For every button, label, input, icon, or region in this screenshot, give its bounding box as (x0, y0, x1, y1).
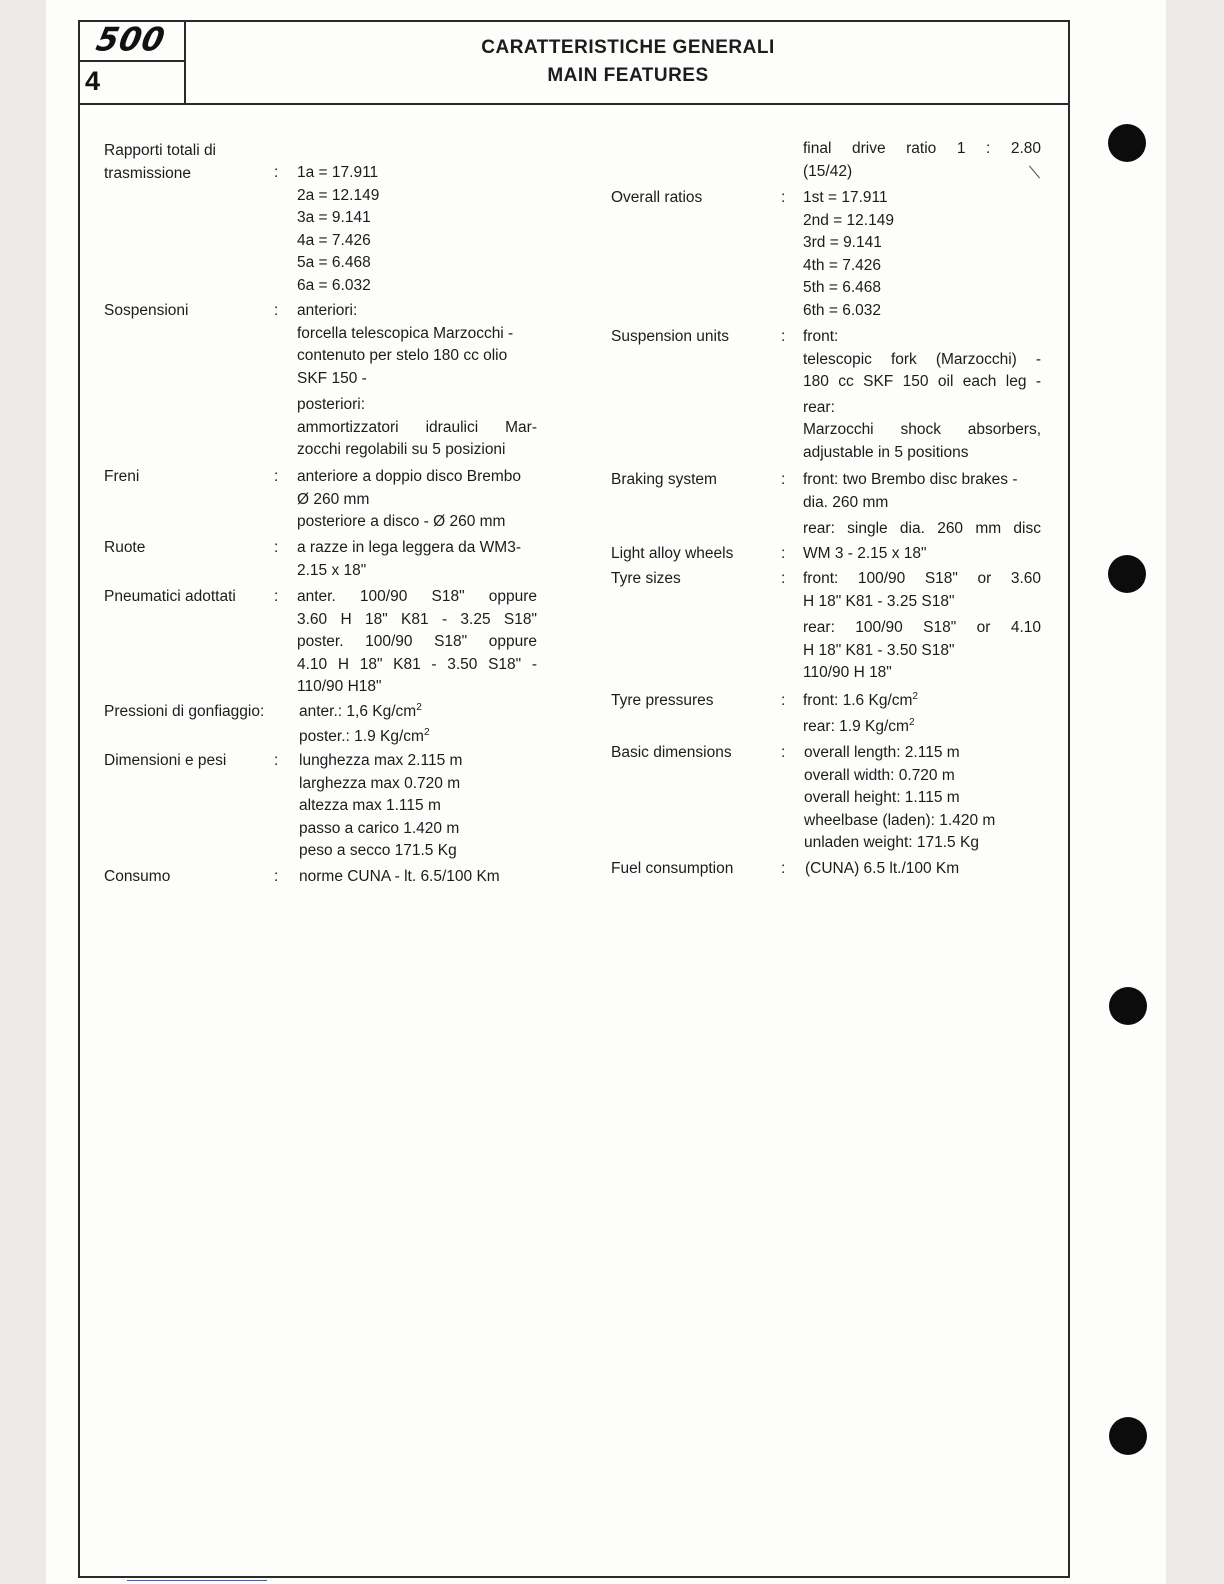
spec-values (297, 162, 379, 297)
value-line: SKF 150 - (297, 369, 367, 387)
title-english: MAIN FEATURES (547, 65, 709, 86)
spec-values (297, 586, 537, 699)
page-number: 4 (85, 66, 101, 96)
value-line: larghezza max 0.720 m (299, 774, 461, 792)
value-line: final drive ratio 1 : 2.80 (803, 140, 1041, 157)
value-line: H 18" K81 - 3.50 S18" (803, 641, 955, 659)
value-line: 2nd = 12.149 (803, 211, 894, 229)
value-line: anter. 100/90 S18" oppure (297, 588, 537, 605)
scan-edge-line (127, 1580, 267, 1581)
value-line: WM 3 - 2.15 x 18" (803, 545, 927, 562)
title-block (186, 20, 1070, 103)
value-line: wheelbase (laden): 1.420 m (804, 811, 996, 829)
spec-label: Braking system (611, 471, 717, 488)
spec-values (803, 187, 894, 322)
value-line: unladen weight: 171.5 Kg (804, 834, 979, 851)
colon: : (274, 588, 279, 605)
spec-values (803, 568, 1041, 685)
value-line: overall length: 2.115 m (804, 744, 960, 761)
value-line: altezza max 1.115 m (299, 797, 441, 814)
spec-label: Sospensioni (104, 302, 189, 319)
value-line: zocchi regolabili su 5 posizioni (297, 441, 506, 458)
spec-label: Light alloy wheels (611, 545, 734, 562)
spec-label: Fuel consumption (611, 860, 734, 877)
value-line: 3a = 9.141 (297, 209, 371, 226)
value-line: peso a secco 171.5 Kg (299, 842, 457, 859)
spec-label: Pressioni di gonfiaggio: (104, 703, 265, 720)
value-line: rear: single dia. 260 mm disc (803, 520, 1041, 537)
colon: : (781, 545, 786, 562)
spec-label (104, 140, 216, 185)
colon: : (781, 471, 786, 488)
binder-hole (1108, 555, 1146, 593)
spec-values (803, 469, 1041, 541)
value-line: front: 100/90 S18" or 3.60 (803, 570, 1041, 587)
colon: : (274, 468, 279, 485)
value-line: ammortizzatori idraulici Mar- (297, 418, 537, 436)
value-line: anteriore a doppio disco Brembo (297, 468, 522, 485)
value-line: poster. 100/90 S18" oppure (297, 633, 537, 650)
exponent: 2 (416, 701, 422, 713)
value-line: adjustable in 5 positions (803, 443, 969, 461)
value-line: 1st = 17.911 (803, 189, 888, 206)
value-line (803, 716, 918, 739)
value-line: 5th = 6.468 (803, 279, 881, 296)
model-logo: 500 (93, 21, 169, 59)
colon: : (781, 570, 786, 587)
value-line: posteriore a disco - Ø 260 mm (297, 513, 506, 530)
page-number-box (78, 62, 186, 103)
value-line: a razze in lega leggera da WM3- (297, 539, 522, 556)
pressure-front: anter.: 1,6 Kg/cm (299, 703, 417, 720)
colon: : (274, 868, 279, 885)
value-line: front: (803, 328, 839, 345)
spec-values (299, 866, 500, 889)
colon: : (781, 860, 786, 877)
colon: : (274, 539, 279, 556)
value-line: dia. 260 mm (803, 493, 889, 511)
value-line: 3rd = 9.141 (803, 234, 882, 251)
spec-label: Tyre sizes (611, 570, 681, 587)
logo-box (78, 20, 186, 62)
exponent: 2 (423, 726, 430, 738)
spec-values (299, 750, 462, 863)
value-line: front: two Brembo disc brakes - (803, 471, 1018, 488)
spec-values (804, 742, 995, 855)
value-line: rear: 100/90 S18" or 4.10 (803, 619, 1041, 636)
spec-values (803, 543, 927, 566)
spec-values (803, 138, 1041, 183)
value-line: 180 cc SKF 150 oil each leg - (803, 373, 1041, 390)
value-line: 4.10 H 18" K81 - 3.50 S18" - (297, 655, 537, 673)
spec-label: Tyre pressures (611, 692, 714, 709)
value-line: (15/42) (803, 162, 853, 180)
label-line: trasmissione (104, 164, 191, 182)
spec-label: Consumo (104, 868, 171, 885)
exponent: 2 (912, 690, 918, 702)
value-line: overall height: 1.115 m (804, 789, 960, 806)
value-line: Marzocchi shock absorbers, (803, 421, 1041, 438)
italian-column (104, 140, 540, 900)
spec-values (297, 537, 521, 582)
spec-label: Overall ratios (611, 189, 703, 206)
value-line: lunghezza max 2.115 m (299, 752, 463, 769)
value-line: 110/90 H 18" (803, 664, 892, 681)
label-line: Rapporti totali di (104, 142, 217, 159)
binder-hole (1109, 1417, 1147, 1455)
spec-label: Pneumatici adottati (104, 588, 236, 605)
spec-label: Basic dimensions (611, 744, 732, 761)
colon: : (781, 189, 786, 206)
pressure-rear: rear: 1.9 Kg/cm (803, 717, 909, 735)
colon: : (274, 752, 279, 769)
value-line: forcella telescopica Marzocchi - (297, 324, 514, 342)
spec-values (297, 466, 521, 534)
pressure-front: front: 1.6 Kg/cm (803, 692, 913, 709)
value-line (299, 726, 430, 749)
colon: : (781, 744, 786, 761)
spec-values (803, 690, 918, 738)
value-line: 5a = 6.468 (297, 254, 371, 271)
value-line: H 18" K81 - 3.25 S18" (803, 592, 955, 610)
spec-label: Ruote (104, 539, 146, 556)
value-line (299, 701, 430, 724)
value-line (803, 690, 918, 713)
value-line: anteriori: (297, 302, 358, 319)
colon: : (781, 692, 786, 709)
spec-values (805, 858, 959, 881)
value-line: 4th = 7.426 (803, 256, 881, 274)
value-line: 110/90 H18" (297, 678, 382, 695)
value-line: contenuto per stelo 180 cc olio (297, 347, 508, 364)
exponent: 2 (908, 716, 915, 728)
spec-values (299, 701, 430, 748)
binder-hole (1108, 124, 1146, 162)
english-column (611, 138, 1045, 898)
spec-label: Dimensioni e pesi (104, 752, 227, 769)
spec-values (803, 326, 1041, 464)
value-line: Ø 260 mm (297, 490, 370, 508)
value-line: norme CUNA - lt. 6.5/100 Km (299, 868, 500, 885)
value-line: overall width: 0.720 m (804, 766, 955, 784)
value-line: 2a = 12.149 (297, 186, 380, 204)
value-line: posteriori: (297, 396, 366, 413)
value-line: 2.15 x 18" (297, 561, 367, 579)
value-line: 6th = 6.032 (803, 301, 881, 319)
value-line: (CUNA) 6.5 lt./100 Km (805, 860, 960, 877)
colon: : (274, 164, 279, 181)
binder-hole (1109, 987, 1147, 1025)
value-line: 6a = 6.032 (297, 276, 371, 294)
value-line: 4a = 7.426 (297, 231, 371, 249)
value-line: passo a carico 1.420 m (299, 819, 460, 837)
spec-label: Freni (104, 468, 140, 485)
spec-values (297, 300, 537, 462)
spec-label: Suspension units (611, 328, 730, 345)
value-line: 3.60 H 18" K81 - 3.25 S18" (297, 610, 537, 628)
colon: : (781, 328, 786, 345)
value-line: rear: (803, 398, 835, 416)
pressure-rear: poster.: 1.9 Kg/cm (299, 727, 424, 745)
value-line: 1a = 17.911 (297, 164, 379, 181)
page-header (78, 20, 1070, 105)
title-italian: CARATTERISTICHE GENERALI (481, 37, 775, 58)
value-line: telescopic fork (Marzocchi) - (803, 350, 1041, 368)
colon: : (274, 302, 279, 319)
